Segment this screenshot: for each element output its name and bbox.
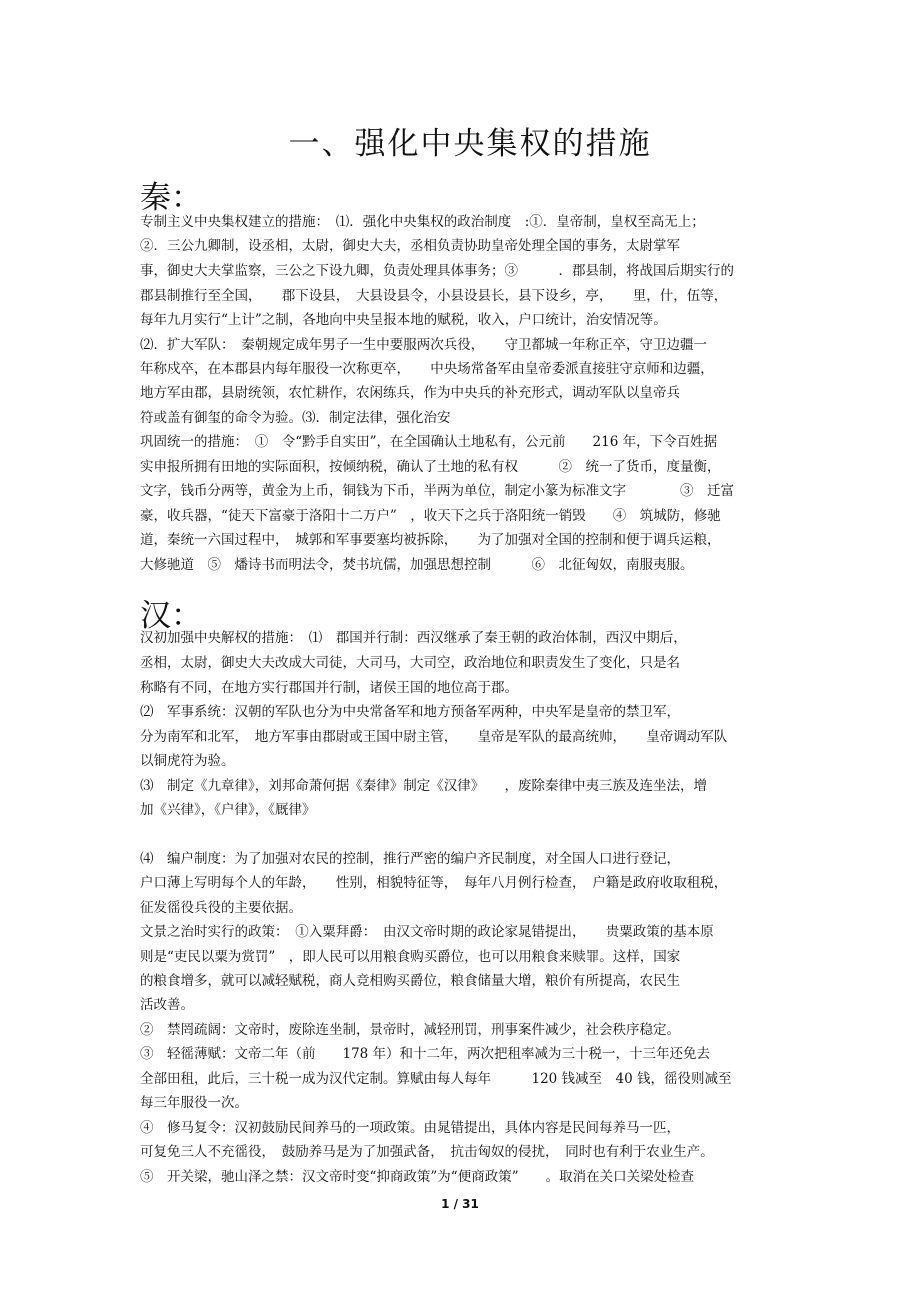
han-line: 则是“吏民以粟为赏罚” ，即人民可以用粮食购买爵位，也可以用粮食来赎罪。这样，国家 (140, 949, 681, 965)
han-line: 征发徭役兵役的主要依据。 (140, 900, 302, 916)
han-line: ⑶ 制定《九章律》，刘邦命萧何据《秦律》制定《汉律》 ，废除秦律中夷三族及连坐法，增 (140, 778, 707, 794)
han-line: 活改善。 (140, 997, 194, 1013)
qin-line: 大修驰道 ⑤ 燔诗书而明法令，焚书坑儒，加强思想控制 ⑥ 北征匈奴，南服夷服。 (140, 557, 694, 573)
page-number: 1 / 31 (441, 1197, 479, 1211)
han-line: ⑷ 编户制度：为了加强对农民的控制，推行严密的编户齐民制度，对全国人口进行登记， (140, 851, 680, 867)
qin-line: 符或盖有御玺的命令为验。⑶．制定法律，强化治安 (140, 410, 451, 426)
han-line: 分为南军和北军， 地方军事由郡尉或王国中尉主管， 皇帝是军队的最高统帅， 皇帝调动军队 (140, 729, 728, 745)
han-line: ② 禁罔疏阔：文帝时，废除连坐制，景帝时，减轻刑罚，刑事案件减少，社会秩序稳定。 (140, 1022, 680, 1038)
han-line: 以铜虎符为验。 (140, 753, 235, 769)
han-line: 文景之治时实行的政策： ①入粟拜爵： 由汉文帝时期的政论家晁错提出， 贵粟政策的基本原 (140, 924, 714, 940)
qin-line: 豪，收兵器，“徒天下富豪于洛阳十二万户” ，收天下之兵于洛阳统一销毁 ④ 筑城防，修驰 (140, 508, 721, 524)
han-line: 的粮食增多，就可以减轻赋税，商人竞相购买爵位，粮食储量大增，粮价有所提高，农民生 (140, 973, 680, 989)
han-line: 称略有不同，在地方实行郡国并行制，诸侯王国的地位高于郡。 (140, 680, 518, 696)
qin-line: 文字，钱币分两等，黄金为上币，铜钱为下币，半两为单位，制定小篆为标准文字 ③ 迁富 (140, 483, 734, 499)
han-line: ④ 修马复令：汉初鼓励民间养马的一项政策。由晁错提出，具体内容是民间每养马一匹， (140, 1120, 680, 1136)
han-line: 全部田租，此后，三十税一成为汉代定制。算赋由每人每年 120 钱减至 40 钱，徭役则减至 (140, 1071, 732, 1087)
han-line: ⑤ 开关梁，驰山泽之禁：汉文帝时变“抑商政策”为“便商政策” 。取消在关口关梁处检查 (140, 1169, 695, 1185)
section-heading-han: 汉： (140, 598, 202, 634)
qin-line: 每年九月实行“上计”之制，各地向中央呈报本地的赋税，收入，户口统计，治安情况等。 (140, 312, 667, 328)
han-line: 丞相，太尉，御史大夫改成大司徒，大司马，大司空，政治地位和职责发生了变化，只是名 (140, 655, 680, 671)
qin-line: 地方军由郡，县尉统领，农忙耕作，农闲练兵，作为中央兵的补充形式，调动军队以皇帝兵 (140, 385, 680, 401)
page-title: 一、强化中央集权的措施 (288, 126, 652, 162)
qin-line: 道，秦统一六国过程中， 城郭和军事要塞均被拆除， 为了加强对全国的控制和便于调兵运粮， (140, 532, 721, 548)
han-line: 可复免三人不充徭役， 鼓励养马是为了加强武备， 抗击匈奴的侵扰， 同时也有利于农业生产。 (140, 1144, 714, 1160)
qin-line: 实申报所拥有田地的实际面积，按倾纳税，确认了土地的私有权 ② 统一了货币，度量衡， (140, 459, 721, 475)
qin-line: 专制主义中央集权建立的措施： ⑴．强化中央集权的政治制度 :①．皇帝制，皇权至高无上； (140, 214, 705, 230)
han-line: 户口薄上写明每个人的年龄， 性别，相貌特征等， 每年八月例行检查， 户籍是政府收取租税， (140, 875, 728, 891)
han-line: ⑵ 军事系统：汉朝的军队也分为中央常备军和地方预备军两种，中央军是皇帝的禁卫军， (140, 704, 680, 720)
qin-line: 巩固统一的措施： ① 令“黔手自实田”，在全国确认土地私有，公元前 216 年，下令百姓据 (140, 434, 718, 450)
han-line: ③ 轻徭薄赋：文帝二年（前 178 年）和十二年，两次把租率减为三十税一，十三年还免去 (140, 1046, 711, 1062)
qin-line: ②．三公九卿制，设丞相，太尉，御史大夫，丞相负责协助皇帝处理全国的事务，太尉掌军 (140, 238, 680, 254)
han-line: 汉初加强中央解权的措施： ⑴ 郡国并行制：西汉继承了秦王朝的政治体制，西汉中期后， (140, 630, 687, 646)
section-heading-qin: 秦： (140, 180, 202, 216)
qin-line: 郡县制推行至全国， 郡下设县， 大县设县令，小县设县长，县下设乡，亭， 里，什，伍等， (140, 288, 728, 304)
qin-line: 年称戍卒，在本郡县内每年服役一次称更卒， 中央场常备军由皇帝委派直接驻守京师和边疆， (140, 361, 714, 377)
qin-line: 事，御史大夫掌监察，三公之下设九卿，负责处理具体事务；③ ．郡县制，将战国后期实行的 (140, 263, 734, 279)
han-line: 加《兴律》，《户律》，《厩律》 (140, 802, 316, 818)
qin-line: ⑵．扩大军队： 秦朝规定成年男子一生中要服两次兵役， 守卫都城一年称正卒，守卫边疆一 (140, 337, 707, 353)
han-line: 每三年服役一次。 (140, 1095, 248, 1111)
